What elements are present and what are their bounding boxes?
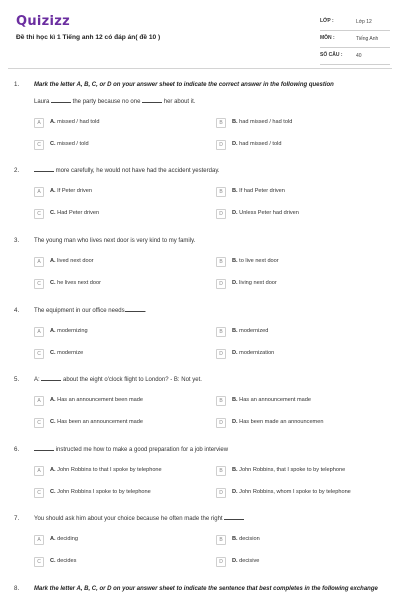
option-letter-box[interactable]: A <box>34 118 44 128</box>
option-label: D. modernization <box>232 350 275 356</box>
answer-blank <box>34 167 54 172</box>
option-letter-box[interactable]: C <box>34 418 44 428</box>
option-label: D. had missed / told <box>232 141 282 147</box>
question-number: 7. <box>14 515 20 522</box>
answer-option-7-d[interactable] <box>216 556 376 568</box>
option-letter: B <box>232 188 237 194</box>
option-letter-box[interactable]: B <box>216 327 226 337</box>
question-number: 3. <box>14 237 20 244</box>
option-label: C. missed / told <box>50 141 89 147</box>
answer-option-6-d[interactable] <box>216 487 376 499</box>
option-letter: B <box>232 397 237 403</box>
answer-option-2-c[interactable] <box>34 208 194 220</box>
option-text: missed / told <box>57 141 89 147</box>
answer-option-6-c[interactable] <box>34 487 194 499</box>
question-text-7 <box>34 515 388 523</box>
option-label: C. decides <box>50 558 77 564</box>
option-label: D. decisive <box>232 558 260 564</box>
option-text: living next door <box>239 280 277 286</box>
question-text-6 <box>34 446 388 454</box>
option-label: C. Had Peter driven <box>50 210 100 216</box>
answer-option-4-a[interactable] <box>34 326 194 338</box>
option-text: decides <box>57 558 77 564</box>
option-text: Has been an announcement made <box>57 419 143 425</box>
option-text: Had Peter driven <box>57 210 100 216</box>
question-text-part: the party because no one <box>71 99 143 105</box>
option-letter: D <box>232 210 237 216</box>
option-letter-box[interactable]: C <box>34 140 44 150</box>
option-letter: A <box>50 328 55 334</box>
option-letter: C <box>50 141 55 147</box>
question-text-part: more carefully, he would not have had the accident yesterday. <box>54 168 220 174</box>
answer-option-3-d[interactable] <box>216 278 376 290</box>
answer-blank <box>41 376 61 381</box>
option-text: John Robbins, whom I spoke to by telephone <box>239 489 351 495</box>
option-text: Has an announcement made <box>239 397 311 403</box>
option-text: modernize <box>57 350 84 356</box>
question-text-part: . <box>144 308 147 314</box>
option-letter: A <box>50 119 55 125</box>
meta-class-row <box>320 16 390 31</box>
option-text: Has an announcement been made <box>57 397 143 403</box>
answer-option-1-a[interactable] <box>34 117 194 129</box>
answer-option-3-b[interactable] <box>216 256 376 268</box>
option-label: B. John Robbins, that I spoke to by telephone <box>232 467 346 473</box>
option-letter: A <box>50 258 55 264</box>
page-header <box>0 0 400 68</box>
answer-blank <box>34 446 54 451</box>
page-title: Đề thi học kì 1 Tiếng anh 12 có đáp án( đề 10 ) <box>16 34 161 41</box>
answer-option-3-a[interactable] <box>34 256 194 268</box>
option-letter: B <box>232 536 237 542</box>
answer-option-6-b[interactable] <box>216 465 376 477</box>
question-text-3 <box>34 237 388 245</box>
question-number: 6. <box>14 446 20 453</box>
option-letter: C <box>50 558 55 564</box>
meta-count-row <box>320 50 390 65</box>
answer-option-7-c[interactable] <box>34 556 194 568</box>
question-text-part: Laura <box>34 99 52 105</box>
option-label: A. deciding <box>50 536 78 542</box>
option-label: B. Has an announcement made <box>232 397 311 403</box>
answer-option-4-b[interactable] <box>216 326 376 338</box>
answer-blank <box>142 98 162 103</box>
option-letter: D <box>232 419 237 425</box>
option-label: D. John Robbins, whom I spoke to by telephone <box>232 489 351 495</box>
header-divider <box>8 68 392 69</box>
option-letter-box[interactable]: D <box>216 488 226 498</box>
option-letter: D <box>232 280 237 286</box>
option-label: A. lived next door <box>50 258 94 264</box>
option-label: B. decision <box>232 536 260 542</box>
answer-blank <box>224 515 244 520</box>
question-text-5 <box>34 376 388 384</box>
answer-option-2-a[interactable] <box>34 186 194 198</box>
question-text-2 <box>34 167 388 175</box>
option-text: John Robbins, that I spoke to by telephone <box>239 467 346 473</box>
option-label: A. If Peter driven <box>50 188 92 194</box>
option-letter-box[interactable]: A <box>34 187 44 197</box>
question-text-4 <box>34 307 388 315</box>
option-text: Has been made an announcemen <box>239 419 324 425</box>
question-text-part: about the eight o'clock flight to London? - B: Not yet. <box>61 377 202 383</box>
answer-option-5-d[interactable] <box>216 417 376 429</box>
option-letter-box[interactable]: A <box>34 535 44 545</box>
option-letter-box[interactable]: A <box>34 327 44 337</box>
meta-subject-row <box>320 33 390 48</box>
option-letter: D <box>232 558 237 564</box>
option-letter-box[interactable]: B <box>216 257 226 267</box>
question-number: 8. <box>14 585 20 592</box>
option-text: If Peter driven <box>57 188 92 194</box>
option-text: decisive <box>239 558 260 564</box>
option-letter-box[interactable]: C <box>34 279 44 289</box>
option-text: to live next door <box>239 258 279 264</box>
meta-panel <box>320 16 390 67</box>
answer-option-7-b[interactable] <box>216 534 376 546</box>
question-instruction: Mark the letter A, B, C, or D on your answer sheet to indicate the sentence that best completes in the following exchange <box>34 586 378 592</box>
question-text-part: instructed me how to make a good preparation for a job interview <box>54 447 229 453</box>
option-label: A. modernizing <box>50 328 88 334</box>
option-letter: A <box>50 397 55 403</box>
option-text: deciding <box>57 536 78 542</box>
option-text: decision <box>239 536 260 542</box>
option-text: modernizing <box>57 328 88 334</box>
option-label: C. modernize <box>50 350 84 356</box>
option-letter-box[interactable]: C <box>34 209 44 219</box>
option-letter-box[interactable]: D <box>216 418 226 428</box>
quizizz-logo: Quizizz <box>16 14 71 29</box>
option-text: John Robbins I spoke to by telephone <box>57 489 151 495</box>
option-label: C. he lives next door <box>50 280 101 286</box>
option-letter: C <box>50 210 55 216</box>
question-text-1 <box>34 98 388 106</box>
question-number: 5. <box>14 376 20 383</box>
option-label: C. Has been an announcement made <box>50 419 143 425</box>
answer-option-1-c[interactable] <box>34 139 194 151</box>
question-text-part: A: <box>34 377 42 383</box>
meta-subject-label: MÔN : <box>320 35 335 41</box>
option-letter-box[interactable]: C <box>34 488 44 498</box>
answer-option-2-b[interactable] <box>216 186 376 198</box>
option-letter-box[interactable]: B <box>216 535 226 545</box>
question-instruction: Mark the letter A, B, C, or D on your answer sheet to indicate the correct answer in the following question <box>34 82 334 88</box>
option-label: D. living next door <box>232 280 277 286</box>
option-letter: D <box>232 141 237 147</box>
question-text-part: her about it. <box>162 99 196 105</box>
meta-count-value: 40 <box>356 52 362 59</box>
option-letter-box[interactable]: D <box>216 279 226 289</box>
option-label: B. had missed / had told <box>232 119 293 125</box>
answer-option-4-d[interactable] <box>216 348 376 360</box>
option-label: A. John Robbins to that I spoke by telephone <box>50 467 162 473</box>
option-letter: A <box>50 467 55 473</box>
option-letter: B <box>232 258 237 264</box>
answer-option-7-a[interactable] <box>34 534 194 546</box>
option-letter: B <box>232 119 237 125</box>
answer-option-5-a[interactable] <box>34 395 194 407</box>
option-text: If had Peter driven <box>239 188 285 194</box>
option-letter: A <box>50 188 55 194</box>
option-label: D. Unless Peter had driven <box>232 210 299 216</box>
option-letter-box[interactable]: A <box>34 257 44 267</box>
option-letter-box[interactable]: B <box>216 396 226 406</box>
meta-count-label: SỐ CÂU : <box>320 52 343 58</box>
option-letter-box[interactable]: C <box>34 349 44 359</box>
option-text: missed / had told <box>57 119 100 125</box>
option-text: had missed / had told <box>239 119 293 125</box>
option-letter: C <box>50 280 55 286</box>
option-letter: D <box>232 350 237 356</box>
meta-class-value: Lớp 12 <box>356 18 372 25</box>
answer-option-1-d[interactable] <box>216 139 376 151</box>
option-letter-box[interactable]: B <box>216 466 226 476</box>
question-text-part: The young man who lives next door is very kind to my family. <box>34 238 196 244</box>
option-letter-box[interactable]: B <box>216 118 226 128</box>
question-number: 1. <box>14 81 20 88</box>
option-letter-box[interactable]: D <box>216 209 226 219</box>
option-letter: C <box>50 419 55 425</box>
answer-option-5-c[interactable] <box>34 417 194 429</box>
meta-class-label: LỚP : <box>320 18 334 24</box>
option-letter: A <box>50 536 55 542</box>
question-number: 2. <box>14 167 20 174</box>
option-text: John Robbins to that I spoke by telephone <box>57 467 162 473</box>
answer-option-5-b[interactable] <box>216 395 376 407</box>
option-text: he lives next door <box>57 280 101 286</box>
question-text-part: You should ask him about your choice because he often made the right <box>34 516 225 522</box>
option-letter: B <box>232 467 237 473</box>
answer-option-4-c[interactable] <box>34 348 194 360</box>
option-letter-box[interactable]: D <box>216 140 226 150</box>
answer-option-3-c[interactable] <box>34 278 194 290</box>
option-text: Unless Peter had driven <box>239 210 299 216</box>
option-letter-box[interactable]: A <box>34 466 44 476</box>
option-label: A. Has an announcement been made <box>50 397 143 403</box>
option-label: B. modernized <box>232 328 269 334</box>
option-letter: C <box>50 489 55 495</box>
answer-option-1-b[interactable] <box>216 117 376 129</box>
answer-blank <box>125 307 145 312</box>
meta-subject-value: Tiếng Anh <box>356 35 379 42</box>
answer-option-6-a[interactable] <box>34 465 194 477</box>
option-text: had missed / told <box>239 141 282 147</box>
option-text: lived next door <box>57 258 94 264</box>
option-letter-box[interactable]: D <box>216 557 226 567</box>
answer-option-2-d[interactable] <box>216 208 376 220</box>
option-label: B. to live next door <box>232 258 279 264</box>
option-label: D. Has been made an announcemen <box>232 419 324 425</box>
option-letter: C <box>50 350 55 356</box>
question-number: 4. <box>14 307 20 314</box>
option-text: modernization <box>239 350 275 356</box>
option-letter-box[interactable]: A <box>34 396 44 406</box>
option-letter-box[interactable]: D <box>216 349 226 359</box>
option-text: modernized <box>239 328 269 334</box>
option-letter-box[interactable]: B <box>216 187 226 197</box>
option-letter: D <box>232 489 237 495</box>
option-label: A. missed / had told <box>50 119 100 125</box>
option-label: C. John Robbins I spoke to by telephone <box>50 489 151 495</box>
option-label: B. If had Peter driven <box>232 188 285 194</box>
question-text-part: The equipment in our office needs <box>34 308 125 314</box>
option-letter-box[interactable]: C <box>34 557 44 567</box>
option-letter: B <box>232 328 237 334</box>
answer-blank <box>51 98 71 103</box>
